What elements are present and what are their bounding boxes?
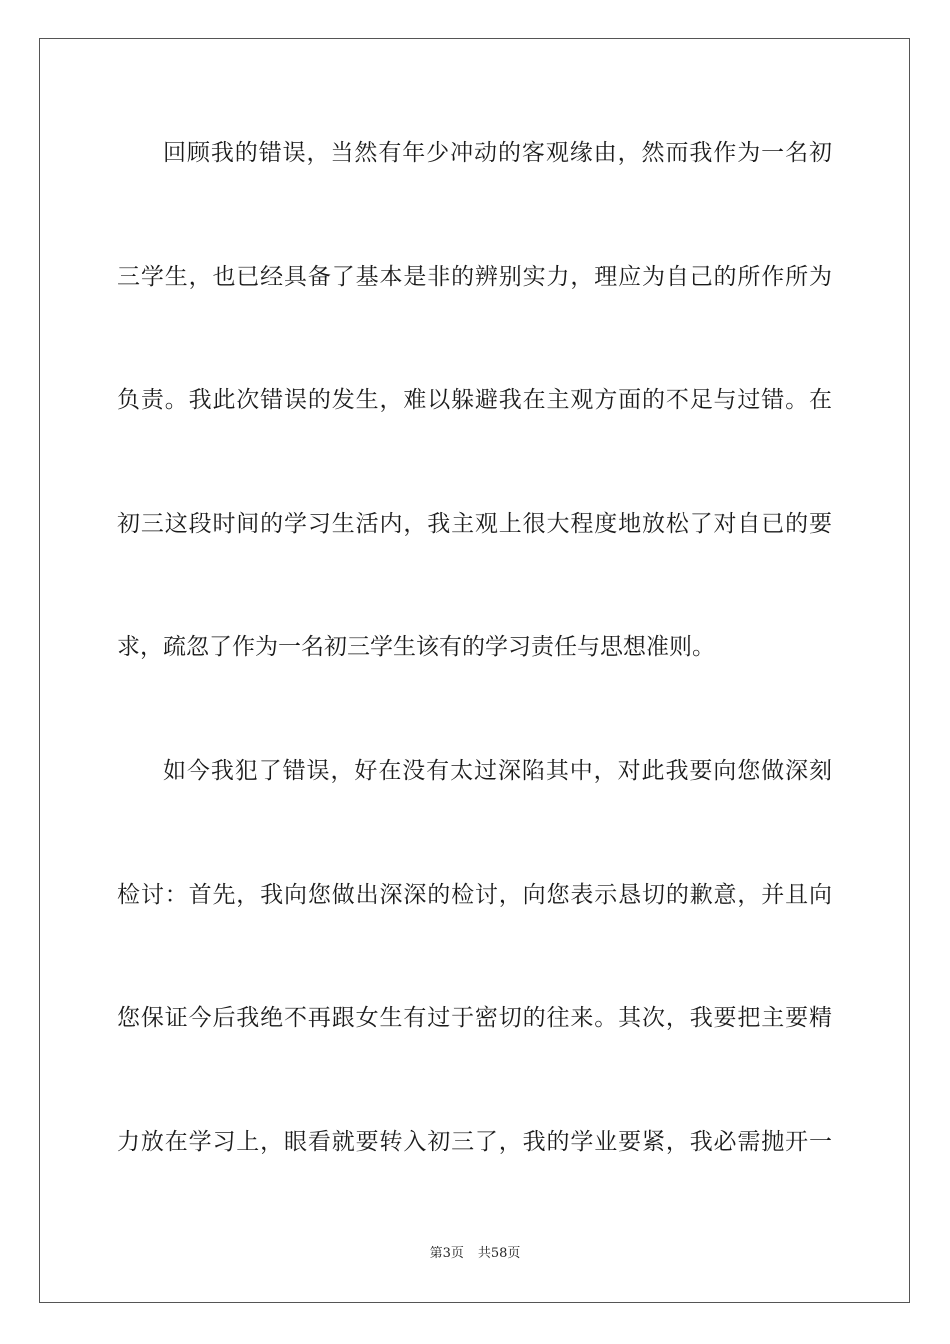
paragraph-2-line-3: 您保证今后我绝不再跟女生有过于密切的往来。其次，我要把主要精	[117, 1005, 832, 1031]
page-footer	[0, 1246, 950, 1262]
paragraph-1-line-2: 三学生，也已经具备了基本是非的辨别实力，理应为自己的所作所为	[117, 264, 832, 290]
paragraph-1-line-5: 求，疏忽了作为一名初三学生该有的学习责任与思想准则。	[117, 634, 715, 660]
paragraph-1-line-4: 初三这段时间的学习生活内，我主观上很大程度地放松了对自已的要	[117, 511, 832, 537]
page-total: 共58页	[477, 1246, 521, 1261]
paragraph-1-line-1: 回顾我的错误，当然有年少冲动的客观缘由，然而我作为一名初	[163, 140, 832, 166]
paragraph-2-line-2: 检讨：首先，我向您做出深深的检讨，向您表示恳切的歉意，并且向	[117, 882, 832, 908]
page-number: 第3页	[429, 1246, 464, 1261]
page-border	[39, 38, 910, 1303]
paragraph-1-line-3: 负责。我此次错误的发生，难以躲避我在主观方面的不足与过错。在	[117, 387, 832, 413]
paragraph-2-line-4: 力放在学习上，眼看就要转入初三了，我的学业要紧，我必需抛开一	[117, 1129, 832, 1155]
paragraph-2-line-1: 如今我犯了错误，好在没有太过深陷其中，对此我要向您做深刻	[163, 758, 832, 784]
